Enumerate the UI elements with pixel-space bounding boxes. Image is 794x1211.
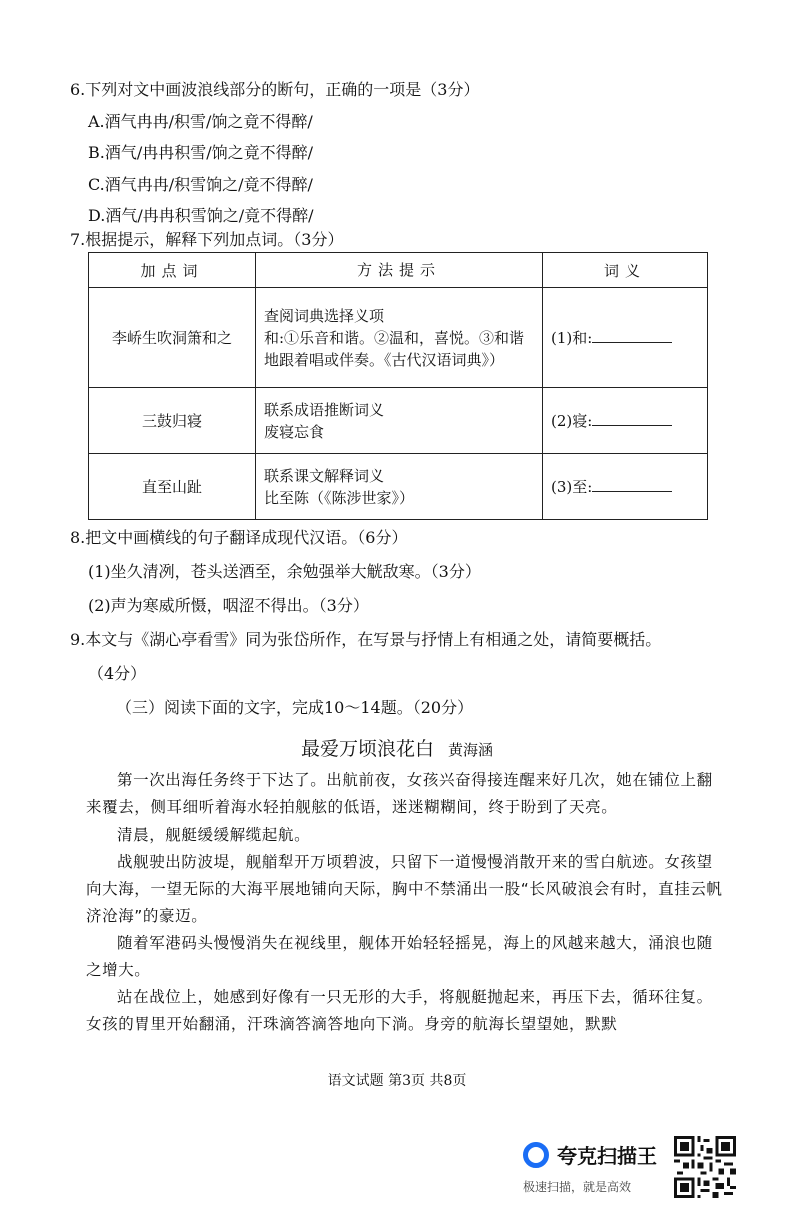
row-hint-detail: 和:①乐音和谐。②温和，喜悦。③和谐地跟着唱或伴奏。《古代汉语词典》） (264, 328, 525, 369)
row-word: 三鼓归寝 (89, 388, 256, 454)
q9-score: （4分） (88, 664, 147, 683)
article-paragraph: 随着军港码头慢慢消失在视线里，舰体开始轻轻摇晃，海上的风越来越大，涌浪也随之增大。 (86, 934, 713, 979)
answer-blank[interactable] (592, 477, 672, 492)
table-header-row (89, 253, 708, 288)
q7-table (88, 252, 708, 520)
meaning-label: (1)和: (551, 329, 593, 347)
q6-option-c: C.酒气冉冉/积雪饷之/竟不得醉/ (88, 175, 313, 194)
q8-stem: 8.把文中画横线的句子翻译成现代汉语。（6分） (70, 528, 408, 547)
table-row (89, 454, 708, 520)
article-title: 最爱万顷浪花白 (300, 738, 434, 760)
row-hint (256, 288, 543, 388)
quark-logo-icon (523, 1142, 549, 1168)
q8-item-2: (2)声为寒威所慑，咽涩不得出。（3分） (88, 596, 369, 615)
article-paragraph: 第一次出海任务终于下达了。出航前夜，女孩兴奋得接连醒来好几次，她在铺位上翻来覆去，侧耳细听着海水轻拍舰舷的低语，迷迷糊糊间，终于盼到了天亮。 (86, 771, 713, 816)
header-word: 加点词 (89, 253, 256, 288)
answer-blank[interactable] (592, 411, 672, 426)
section-heading: （三）阅读下面的文字，完成10～14题。（20分） (116, 698, 474, 717)
row-meaning (543, 454, 708, 520)
row-hint (256, 454, 543, 520)
article-title-line (0, 734, 794, 761)
article-author: 黄海涵 (448, 741, 494, 759)
meaning-label: (3)至: (551, 478, 593, 496)
q6-option-b: B.酒气/冉冉积雪/饷之竟不得醉/ (88, 143, 314, 162)
row-hint-method: 联系成语推断词义 (264, 400, 385, 419)
q6-option-a: A.酒气冉冉/积雪/饷之竟不得醉/ (88, 112, 313, 131)
row-word: 直至山趾 (89, 454, 256, 520)
brand-slogan: 极速扫描，就是高效 (523, 1180, 632, 1194)
article-paragraph: 清晨，舰艇缓缓解缆起航。 (117, 826, 311, 844)
q6-option-d: D.酒气/冉冉积雪饷之/竟不得醉/ (88, 206, 314, 225)
row-word: 李峤生吹洞箫和之 (89, 288, 256, 388)
row-hint-method: 查阅词典选择义项 (264, 306, 385, 325)
qr-code-icon (674, 1136, 736, 1198)
article-paragraph: 战舰驶出防波堤，舰艏犁开万顷碧波，只留下一道慢慢消散开来的雪白航迹。女孩望向大海，一望无际的大海平展地铺向天际，胸中不禁涌出一股“长风破浪会有时，直挂云帆济沧海”的豪迈。 (86, 853, 723, 925)
table-row (89, 288, 708, 388)
scanner-brand (523, 1138, 673, 1198)
row-meaning (543, 388, 708, 454)
article-paragraph: 站在战位上，她感到好像有一只无形的大手，将舰艇抛起来，再压下去，循环往复。女孩的胃里开始翻涌，汗珠滴答滴答地向下淌。身旁的航海长望望她，默默 (86, 988, 713, 1033)
row-hint-detail: 比至陈（《陈涉世家》） (264, 488, 415, 507)
row-hint (256, 388, 543, 454)
header-meaning: 词义 (543, 253, 708, 288)
brand-name: 夸克扫描王 (557, 1144, 657, 1168)
meaning-label: (2)寝: (551, 412, 593, 430)
row-hint-detail: 废寝忘食 (264, 422, 325, 441)
row-meaning (543, 288, 708, 388)
page-footer: 语文试题 第3页 共8页 (327, 1073, 467, 1089)
header-hint: 方法提示 (256, 253, 543, 288)
table-row (89, 388, 708, 454)
row-hint-method: 联系课文解释词义 (264, 466, 385, 485)
q7-stem: 7.根据提示，解释下列加点词。（3分） (70, 230, 344, 249)
answer-blank[interactable] (592, 328, 672, 343)
q9-stem: 9.本文与《湖心亭看雪》同为张岱所作，在写景与抒情上有相通之处，请简要概括。 (70, 630, 662, 649)
q8-item-1: (1)坐久清冽，苍头送酒至，余勉强举大觥敌寒。（3分） (88, 562, 481, 581)
q6-stem: 6.下列对文中画波浪线部分的断句，正确的一项是（3分） (70, 80, 480, 99)
